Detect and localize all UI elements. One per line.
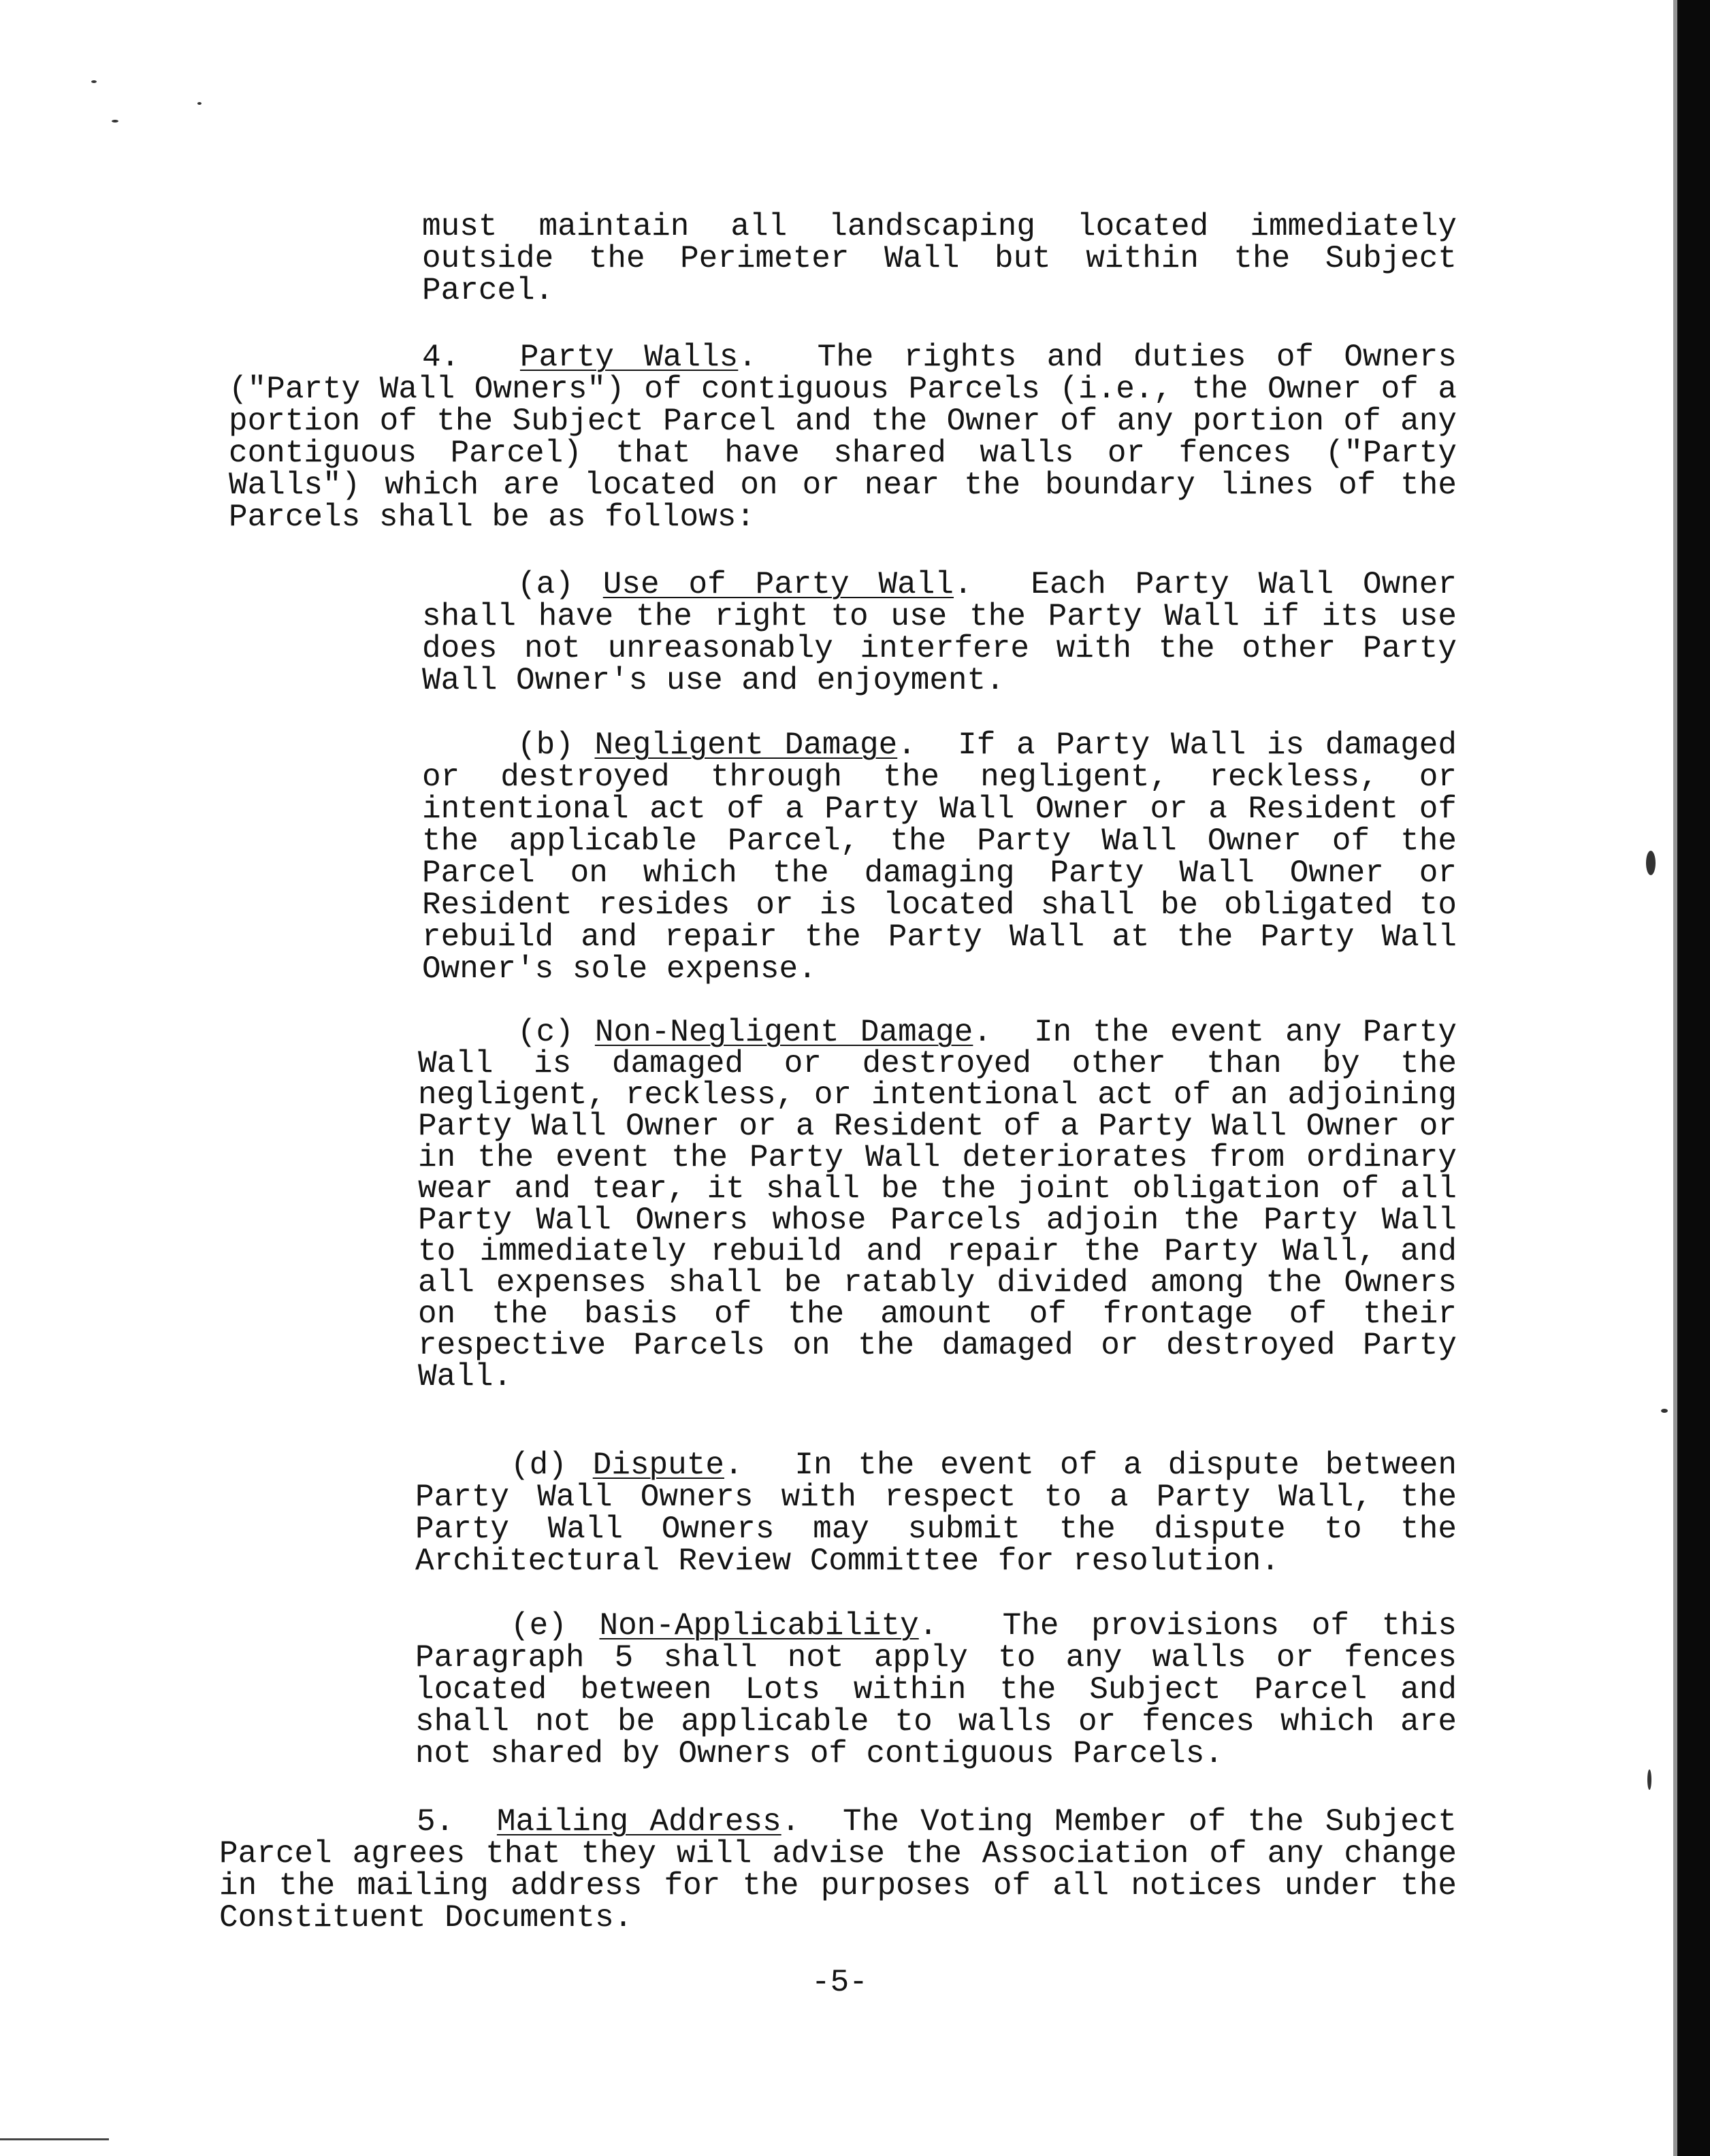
section-5-body: The Voting Member of the Subject Parcel agrees that they will advise the Association of any change in the mailing address for the purposes of all notices under the Constituent Documents.: [219, 1804, 1457, 1936]
section-4-number: 4.: [422, 340, 460, 375]
subsection-d-label: (d): [511, 1448, 567, 1483]
subsection-a: (a) Use of Party Wall. Each Party Wall Owner shall have the right to use the Party Wall if its use does not unreasonably interfere with the other Party Wall Owner's use and enjoyment.: [422, 567, 1457, 698]
scan-speck: [1647, 1769, 1651, 1790]
section-5: 5. Mailing Address. The Voting Member of the Subject Parcel agrees that they will advise the Association of any change in the mailing address for the purposes of all notices under the Constituent Documents.: [219, 1804, 1457, 1936]
scan-rule: [0, 2138, 109, 2140]
subsection-e-heading: Non-Applicability: [599, 1608, 919, 1644]
scan-border: [1677, 0, 1710, 2156]
scan-speck: [1661, 1409, 1668, 1413]
section-5-number: 5.: [417, 1804, 455, 1840]
subsection-b-heading: Negligent Damage: [594, 728, 898, 763]
scan-speck: [91, 80, 97, 83]
section-4: 4. Party Walls. The rights and duties of Owners ("Party Wall Owners") of contiguous Parcels (i.e., the Owner of a portion of the Subject Parcel and the Owner of any portion of any contiguous Parcel) that have shared walls or fences ("Party Walls") which are located on or near the boundary lines of the Parcels shall be as follows:: [229, 340, 1457, 535]
subsection-c-label: (c): [517, 1015, 574, 1050]
section-5-heading: Mailing Address: [496, 1804, 781, 1840]
subsection-e: (e) Non-Applicability. The provisions of this Paragraph 5 shall not apply to any walls or fences located between Lots within the Subject Parcel and shall not be applicable to walls or fences which are not shared by Owners of contiguous Parcels.: [415, 1608, 1457, 1771]
subsection-b-body: If a Party Wall is damaged or destroyed through the negligent, reckless, or intentional act of a Party Wall Owner or a Resident of the applicable Parcel, the Party Wall Owner of the Parcel on which the damaging Party Wall Owner or Resident resides or is located shall be obligated to rebuild and repair the Party Wall at the Party Wall Owner's sole expense.: [422, 728, 1457, 987]
subsection-a-label: (a): [517, 567, 574, 602]
subsection-d-heading: Dispute: [592, 1448, 724, 1483]
subsection-b: (b) Negligent Damage. If a Party Wall is damaged or destroyed through the negligent, reckless, or intentional act of a Party Wall Owner or a Resident of the applicable Parcel, the Party Wall Owner of the Parcel on which the damaging Party Wall Owner or Resident resides or is located shall be obligated to rebuild and repair the Party Wall at the Party Wall Owner's sole expense.: [422, 728, 1457, 987]
subsection-e-label: (e): [511, 1608, 567, 1644]
subsection-c-heading: Non-Negligent Damage: [594, 1015, 973, 1050]
page-number: -5-: [811, 1965, 868, 2000]
subsection-d: (d) Dispute. In the event of a dispute between Party Wall Owners with respect to a Party Wall, the Party Wall Owners may submit the dispute to the Architectural Review Committee for resolution.: [415, 1448, 1457, 1579]
subsection-d-body: In the event of a dispute between Party Wall Owners with respect to a Party Wall, the Party Wall Owners may submit the dispute to the Architectural Review Committee for resolution.: [415, 1448, 1457, 1579]
section-4-body: The rights and duties of Owners ("Party Wall Owners") of contiguous Parcels (i.e., the Owner of a portion of the Subject Parcel and the Owner of any portion of any contiguous Parcel) that have shared walls or fences ("Party Walls") which are located on or near the boundary lines of the Parcels shall be as follows:: [229, 340, 1457, 535]
subsection-c-body: In the event any Party Wall is damaged or destroyed other than by the negligent, reckless, or intentional act of an adjoining Party Wall Owner or a Resident of a Party Wall Owner or in the event the Party Wall deteriorates from ordinary wear and tear, it shall be the joint obligation of all Party Wall Owners whose Parcels adjoin the Party Wall to immediately rebuild and repair the Party Wall, and all expenses shall be ratably divided among the Owners on the basis of the amount of frontage of their respective Parcels on the damaged or destroyed Party Wall.: [418, 1015, 1457, 1394]
subsection-a-body: Each Party Wall Owner shall have the right to use the Party Wall if its use does not unreasonably interfere with the other Party Wall Owner's use and enjoyment.: [422, 567, 1457, 698]
scan-speck: [112, 120, 118, 122]
subsection-e-body: The provisions of this Paragraph 5 shall not apply to any walls or fences located between Lots within the Subject Parcel and shall not be applicable to walls or fences which are not shared by Owners of contiguous Parcels.: [415, 1608, 1457, 1771]
paragraph-intro: must maintain all landscaping located immediately outside the Perimeter Wall but within the Subject Parcel.: [422, 209, 1457, 308]
subsection-b-label: (b): [517, 728, 574, 763]
scan-speck: [1646, 851, 1656, 875]
section-4-heading: Party Walls: [519, 340, 739, 375]
subsection-a-heading: Use of Party Wall: [602, 567, 954, 602]
scan-speck: [197, 102, 201, 105]
subsection-c: (c) Non-Negligent Damage. In the event any Party Wall is damaged or destroyed other than by the negligent, reckless, or intentional act of an adjoining Party Wall Owner or a Resident of a Party Wall Owner or in the event the Party Wall deteriorates from ordinary wear and tear, it shall be the joint obligation of all Party Wall Owners whose Parcels adjoin the Party Wall to immediately rebuild and repair the Party Wall, and all expenses shall be ratably divided among the Owners on the basis of the amount of frontage of their respective Parcels on the damaged or destroyed Party Wall.: [418, 1015, 1457, 1394]
